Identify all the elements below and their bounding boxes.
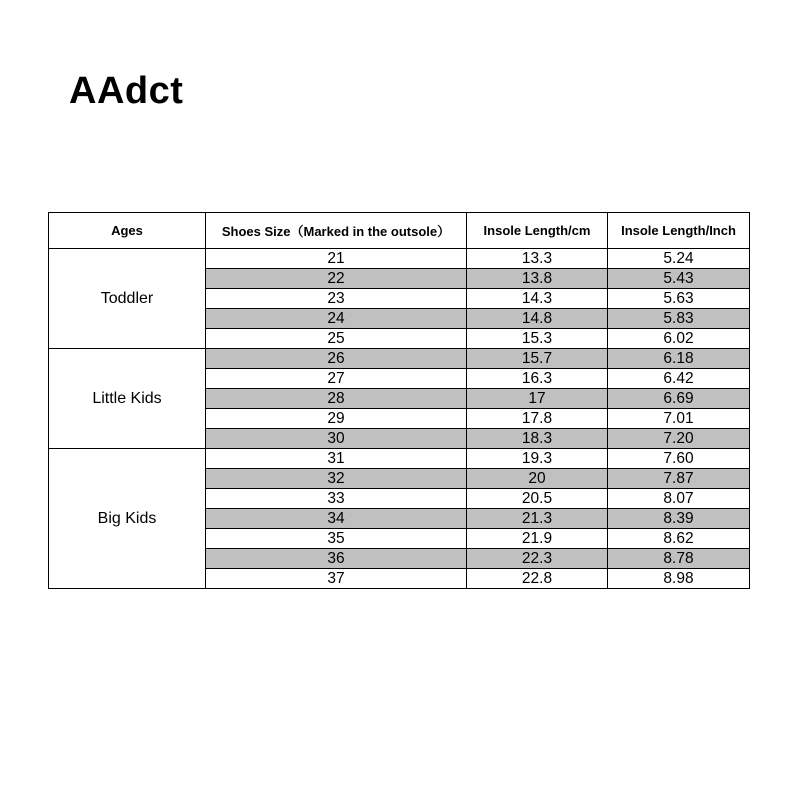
insole-cm-cell: 21.9 — [467, 529, 608, 549]
insole-inch-cell: 6.18 — [608, 349, 750, 369]
shoe-size-cell: 31 — [206, 449, 467, 469]
insole-inch-cell: 8.78 — [608, 549, 750, 569]
insole-cm-cell: 13.8 — [467, 269, 608, 289]
shoe-size-cell: 21 — [206, 249, 467, 269]
insole-cm-cell: 20.5 — [467, 489, 608, 509]
age-group-label: Toddler — [49, 249, 206, 349]
insole-cm-cell: 19.3 — [467, 449, 608, 469]
insole-cm-cell: 14.8 — [467, 309, 608, 329]
shoe-size-cell: 25 — [206, 329, 467, 349]
insole-cm-cell: 17.8 — [467, 409, 608, 429]
insole-inch-cell: 8.62 — [608, 529, 750, 549]
insole-inch-cell: 6.69 — [608, 389, 750, 409]
insole-cm-cell: 20 — [467, 469, 608, 489]
insole-cm-cell: 13.3 — [467, 249, 608, 269]
shoe-size-cell: 37 — [206, 569, 467, 589]
insole-inch-cell: 6.02 — [608, 329, 750, 349]
shoe-size-cell: 33 — [206, 489, 467, 509]
age-group-label: Big Kids — [49, 449, 206, 589]
insole-cm-cell: 15.7 — [467, 349, 608, 369]
insole-cm-cell: 22.8 — [467, 569, 608, 589]
insole-inch-cell: 8.98 — [608, 569, 750, 589]
header-insole-inch: Insole Length/Inch — [608, 213, 750, 249]
insole-inch-cell: 5.24 — [608, 249, 750, 269]
age-group-label: Little Kids — [49, 349, 206, 449]
shoe-size-cell: 34 — [206, 509, 467, 529]
shoe-size-cell: 32 — [206, 469, 467, 489]
table-row — [49, 449, 750, 469]
insole-inch-cell: 7.87 — [608, 469, 750, 489]
shoe-size-cell: 24 — [206, 309, 467, 329]
insole-cm-cell: 17 — [467, 389, 608, 409]
table-row — [49, 249, 750, 269]
header-ages: Ages — [49, 213, 206, 249]
insole-cm-cell: 16.3 — [467, 369, 608, 389]
insole-cm-cell: 18.3 — [467, 429, 608, 449]
brand-logo: AAdct — [69, 70, 184, 112]
insole-inch-cell: 7.01 — [608, 409, 750, 429]
shoe-size-cell: 30 — [206, 429, 467, 449]
insole-inch-cell: 7.60 — [608, 449, 750, 469]
shoe-size-cell: 35 — [206, 529, 467, 549]
insole-inch-cell: 8.07 — [608, 489, 750, 509]
shoe-size-cell: 28 — [206, 389, 467, 409]
insole-inch-cell: 5.63 — [608, 289, 750, 309]
table-row — [49, 349, 750, 369]
shoe-size-cell: 22 — [206, 269, 467, 289]
insole-inch-cell: 6.42 — [608, 369, 750, 389]
header-shoe-size: Shoes Size（Marked in the outsole） — [206, 213, 467, 249]
shoe-size-cell: 29 — [206, 409, 467, 429]
table-body — [49, 249, 750, 589]
table-header-row — [49, 213, 750, 249]
insole-cm-cell: 22.3 — [467, 549, 608, 569]
shoe-size-cell: 26 — [206, 349, 467, 369]
insole-cm-cell: 14.3 — [467, 289, 608, 309]
insole-inch-cell: 5.43 — [608, 269, 750, 289]
insole-inch-cell: 7.20 — [608, 429, 750, 449]
insole-inch-cell: 8.39 — [608, 509, 750, 529]
size-chart-table — [48, 212, 750, 589]
insole-cm-cell: 21.3 — [467, 509, 608, 529]
shoe-size-cell: 27 — [206, 369, 467, 389]
header-insole-cm: Insole Length/cm — [467, 213, 608, 249]
insole-inch-cell: 5.83 — [608, 309, 750, 329]
shoe-size-cell: 23 — [206, 289, 467, 309]
shoe-size-cell: 36 — [206, 549, 467, 569]
insole-cm-cell: 15.3 — [467, 329, 608, 349]
